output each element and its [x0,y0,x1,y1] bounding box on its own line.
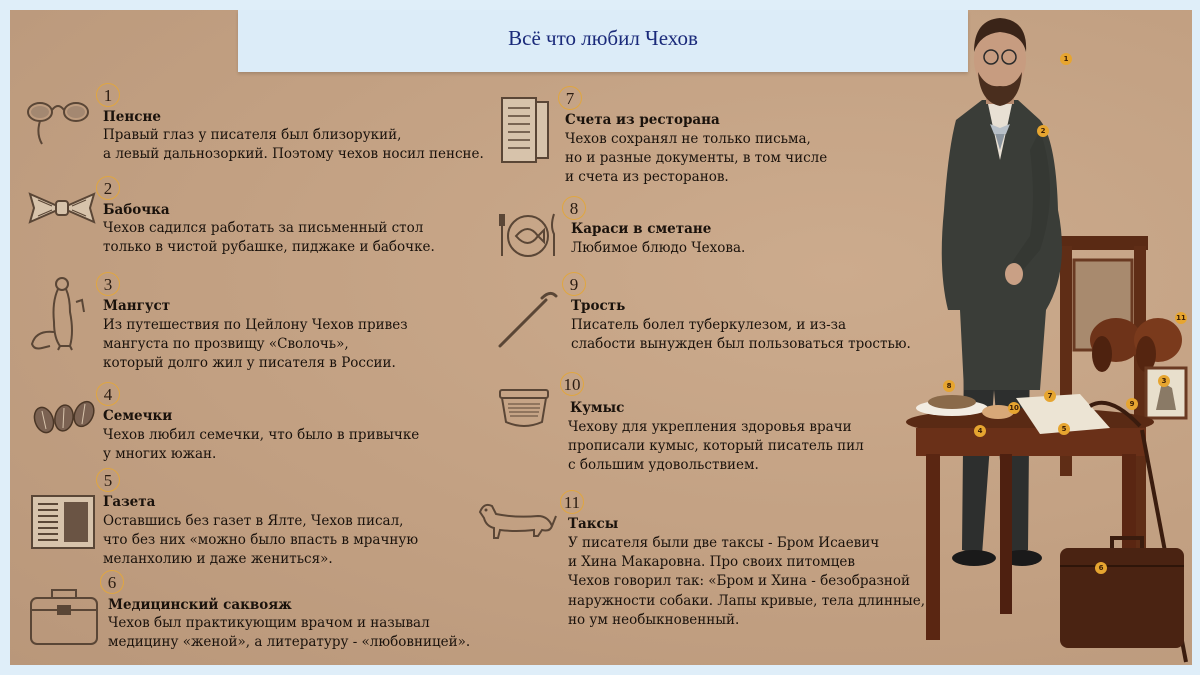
desc-line: Чехов садился работать за письменный стол [103,220,424,236]
marker-3: 3 [1158,375,1170,387]
item-number: 11 [560,490,584,514]
marker-11: 11 [1175,312,1187,324]
marker-1: 1 [1060,53,1072,65]
marker-9: 9 [1126,398,1138,410]
desc-line: слабости вынужден был пользоваться тростью. [571,336,911,353]
desc-line: меланхолию и даже жениться». [103,551,333,568]
item-description [571,316,911,354]
desc-line: мангуста по прозвищу «Сволочь», [103,336,349,353]
item-title: Счета из ресторана [565,112,720,128]
desc-line: прописали кумыс, который писатель пил [568,438,864,455]
item-number: 4 [96,382,120,406]
desc-line: Чехов сохранял не только письма, [565,131,811,147]
desc-line: Любимое блюдо Чехова. [571,240,746,256]
desc-line: но и разные документы, в том числе [565,150,828,167]
item-description [103,316,408,374]
item-description [103,219,435,257]
item-number: 5 [96,468,120,492]
bow-tie-icon [26,190,98,226]
item-number: 2 [96,176,120,200]
desc-line: Правый глаз у писателя был близорукий, [103,127,402,143]
desc-line: Из путешествия по Цейлону Чехов привез [103,317,408,333]
chekhov-illustration [890,10,1192,665]
item-description [103,126,484,164]
item-number: 8 [562,196,586,220]
kumis-bowl-icon [496,386,552,430]
item-number: 7 [558,86,582,110]
marker-5: 5 [1058,423,1070,435]
desc-line: но ум необыкновенный. [568,611,740,628]
desc-line: с большим удовольствием. [568,457,759,474]
infographic-panel [10,10,1192,665]
seeds-icon [30,396,96,438]
desc-line: Чехову для укрепления здоровья врачи [568,419,852,435]
fish-plate-icon [498,208,558,262]
desc-line: который долго жил у писателя в России. [103,355,396,372]
desc-line: наружности собаки. Лапы кривые, тела длинные, [568,592,925,609]
item-title: Газета [103,494,156,510]
item-title: Кумыс [570,400,625,416]
item-title: Таксы [568,516,619,532]
item-title: Медицинский саквояж [108,597,292,613]
item-number: 3 [96,272,120,296]
desc-line: Чехов говорил так: «Бром и Хина - безобразной [568,573,911,590]
item-description [103,426,419,464]
marker-7: 7 [1044,390,1056,402]
marker-2: 2 [1037,125,1049,137]
item-number: 10 [560,372,584,396]
desc-line: а левый дальнозоркий. Поэтому чехов носил пенсне. [103,146,484,163]
desc-line: и Хина Макаровна. Про своих питомцев [568,554,855,571]
medical-bag-icon [28,584,100,648]
item-description [571,239,745,258]
desc-line: Чехов был практикующим врачом и называл [108,615,430,631]
newspaper-icon [30,494,96,550]
desc-line: только в чистой рубашке, пиджаке и бабочке. [103,239,435,256]
desc-line: медицину «женой», а литературу - «любовницей». [108,634,471,651]
pince-nez-icon [26,98,92,148]
desc-line: что без них «можно было впасть в мрачную [103,532,419,549]
cane-icon [494,290,560,350]
item-title: Трость [571,298,626,314]
item-number: 1 [96,83,120,107]
item-number: 6 [100,570,124,594]
page-title: Всё что любил Чехов [508,26,698,50]
marker-8: 8 [943,380,955,392]
receipts-icon [498,96,552,166]
item-title: Семечки [103,408,173,424]
item-title: Пенсне [103,109,161,125]
item-description [568,418,864,476]
marker-6: 6 [1095,562,1107,574]
mongoose-icon [24,272,96,352]
marker-4: 4 [974,425,986,437]
item-title: Мангуст [103,298,171,314]
item-description [108,614,470,652]
title-banner [238,10,968,72]
desc-line: Оставшись без газет в Ялте, Чехов писал, [103,513,404,529]
desc-line: у многих южан. [103,446,217,463]
item-number: 9 [562,272,586,296]
desc-line: Писатель болел туберкулезом, и из-за [571,317,847,333]
item-description [568,534,925,630]
item-title: Караси в сметане [571,221,712,237]
item-description [103,512,418,570]
desc-line: и счета из ресторанов. [565,169,729,186]
desc-line: У писателя были две таксы - Бром Исаевич [568,535,880,551]
desc-line: Чехов любил семечки, что было в привычке [103,427,420,443]
dachshund-icon [476,496,558,546]
item-description [565,130,827,188]
marker-10: 10 [1008,402,1020,414]
item-title: Бабочка [103,202,170,218]
